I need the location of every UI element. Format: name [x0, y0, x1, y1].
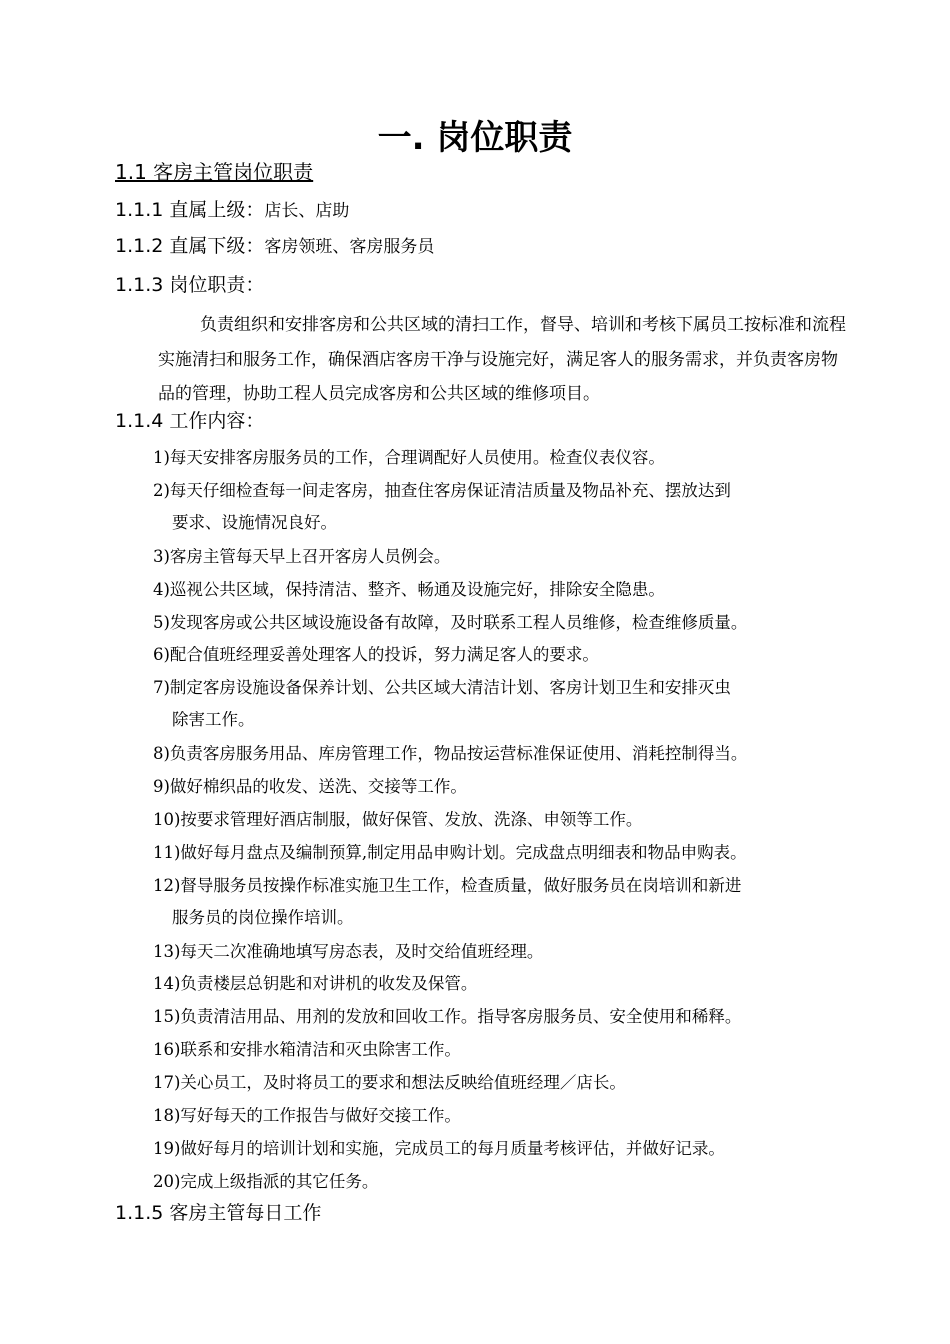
list-item-text: 16)联系和安排水箱清洁和灭虫除害工作。 [153, 1040, 461, 1060]
list-item-text: 8)负责客房服务用品、库房管理工作，物品按运营标准保证使用、消耗控制得当。 [153, 744, 748, 764]
list-item-text: 4)巡视公共区域，保持清洁、整齐、畅通及设施完好，排除安全隐患。 [153, 579, 665, 599]
list-item-text: 9)做好棉织品的收发、送洗、交接等工作。 [153, 777, 467, 796]
list-item-text: 13)每天二次准确地填写房态表，及时交给值班经理。 [153, 941, 544, 961]
list-item-text: 7)制定客房设施设备保养计划、公共区域大清洁计划、客房计划卫生和安排灭虫 [153, 678, 731, 698]
list-item [153, 1133, 843, 1165]
list-item [153, 771, 843, 803]
work-content-heading: 1.1.4 工作内容： [115, 410, 265, 432]
superior-label: 1.1.1 直属上级： [115, 199, 265, 221]
list-item [153, 1100, 843, 1132]
list-item-continuation: 除害工作。 [172, 710, 255, 730]
list-item-text: 15)负责清洁用品、用剂的发放和回收工作。指导客房服务员、安全使用和稀释。 [153, 1007, 742, 1027]
list-item [153, 672, 843, 736]
list-item [153, 607, 843, 639]
list-item [153, 837, 843, 869]
subordinate-row [115, 232, 434, 261]
list-item [153, 936, 843, 968]
list-item [153, 804, 843, 836]
list-item-text: 5)发现客房或公共区域设施设备有故障，及时联系工程人员维修，检查维修质量。 [153, 612, 748, 632]
list-item [153, 1067, 843, 1099]
list-item-continuation: 服务员的岗位操作培训。 [172, 907, 354, 927]
list-item-text: 14)负责楼层总钥匙和对讲机的收发及保管。 [153, 974, 478, 994]
list-item [153, 574, 843, 606]
section-heading: 1.1 客房主管岗位职责 [115, 160, 314, 184]
list-item-text: 10)按要求管理好酒店制服，做好保管、发放、洗涤、申领等工作。 [153, 809, 643, 829]
duties-heading: 1.1.3 岗位职责： [115, 274, 265, 296]
list-item-continuation: 要求、设施情况良好。 [172, 512, 337, 532]
list-item-text: 20)完成上级指派的其它任务。 [153, 1171, 379, 1191]
list-item [153, 968, 843, 1000]
list-item [153, 1166, 843, 1198]
superior-row [115, 196, 349, 225]
list-item [153, 870, 843, 934]
list-item-text: 12)督导服务员按操作标准实施卫生工作，检查质量，做好服务员在岗培训和新进 [153, 875, 742, 895]
daily-work-heading: 1.1.5 客房主管每日工作 [115, 1202, 322, 1224]
list-item-text: 18)写好每天的工作报告与做好交接工作。 [153, 1106, 461, 1125]
list-item-text: 19)做好每月的培训计划和实施，完成员工的每月质量考核评估，并做好记录。 [153, 1138, 725, 1158]
page-title: 一. 岗位职责 [377, 118, 573, 158]
list-item-text: 3)客房主管每天早上召开客房人员例会。 [153, 546, 451, 566]
list-item-text: 2)每天仔细检查每一间走客房，抽查住客房保证清洁质量及物品补充、摆放达到 [153, 480, 731, 500]
list-item [153, 442, 843, 474]
list-item [153, 1001, 843, 1033]
superior-value: 店长、店助 [264, 201, 350, 221]
list-item [153, 475, 843, 539]
list-item [153, 1034, 843, 1066]
list-item [153, 738, 843, 770]
list-item-text: 6)配合值班经理妥善处理客人的投诉，努力满足客人的要求。 [153, 645, 599, 665]
subordinate-label: 1.1.2 直属下级： [115, 235, 265, 257]
list-item-text: 1)每天安排客房服务员的工作，合理调配好人员使用。检查仪表仪容。 [153, 448, 665, 467]
duties-paragraph: 负责组织和安排客房和公共区域的清扫工作，督导、培训和考核下属员工按标准和流程实施清扫和服务工作，确保酒店客房干净与设施完好，满足客人的服务需求，并负责客房物品的管理，协助工程人员完成客房和公共区域的维修项目。 [158, 315, 846, 404]
list-item-text: 11)做好每月盘点及编制预算,制定用品申购计划。完成盘点明细表和物品申购表。 [153, 842, 747, 862]
list-item-text: 17)关心员工，及时将员工的要求和想法反映给值班经理／店长。 [153, 1073, 626, 1093]
list-item [153, 541, 843, 573]
list-item [153, 639, 843, 671]
subordinate-value: 客房领班、客房服务员 [264, 237, 435, 257]
